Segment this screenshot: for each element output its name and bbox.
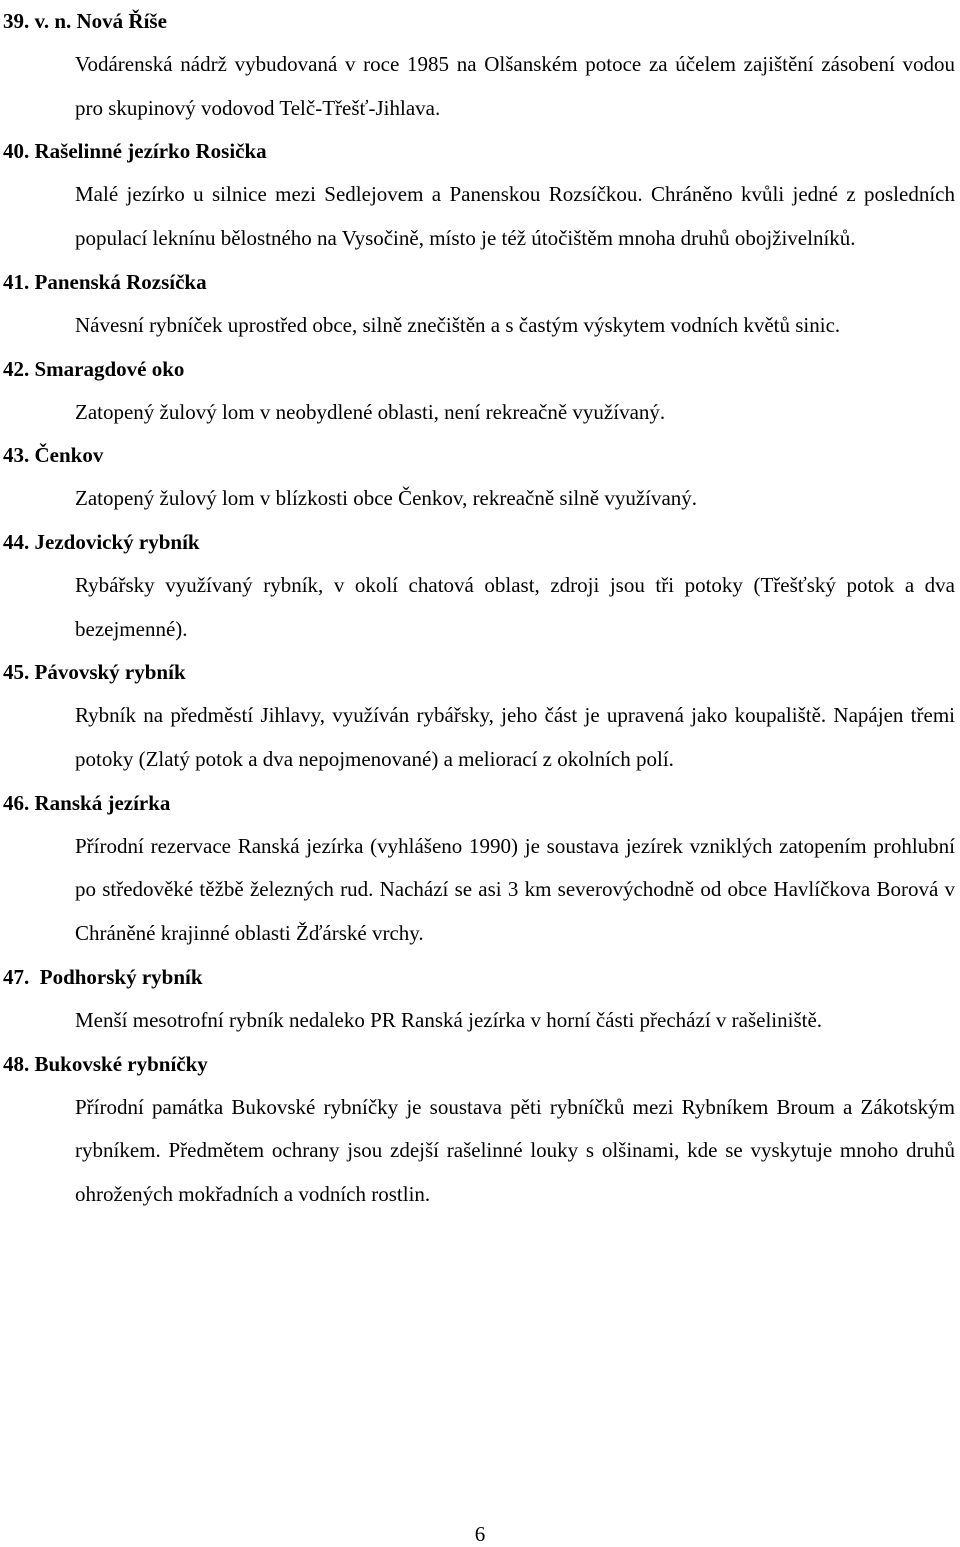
entry-41 bbox=[3, 261, 955, 348]
entry-number: 48. bbox=[3, 1051, 30, 1076]
entry-title bbox=[3, 130, 955, 173]
entry-description: Rybářsky využívaný rybník, v okolí chatová oblast, zdroji jsou tři potoky (Třešťský potok a dva bezejmenné). bbox=[75, 572, 955, 641]
entry-number: 41. bbox=[3, 269, 30, 294]
entry-number: 45. bbox=[3, 660, 30, 685]
entry-list bbox=[3, 0, 955, 1217]
entry-name: Smaragdové oko bbox=[34, 356, 185, 381]
entry-name: Podhorský rybník bbox=[34, 964, 203, 989]
entry-description: Zatopený žulový lom v blízkosti obce Čenkov, rekreačně silně využívaný. bbox=[75, 486, 698, 511]
entry-description: Rybník na předměstí Jihlavy, využíván rybářsky, jeho část je upravená jako koupaliště. Napájen třemi potoky (Zlatý potok a dva nepojmenované) a meliorací z okolních polí. bbox=[75, 703, 955, 772]
entry-39 bbox=[3, 0, 955, 130]
entry-name: Panenská Rozsíčka bbox=[34, 269, 207, 294]
entry-44 bbox=[3, 521, 955, 651]
entry-title bbox=[3, 782, 955, 825]
entry-number: 46. bbox=[3, 790, 30, 815]
entry-number: 39. bbox=[3, 9, 30, 33]
entry-description: Zatopený žulový lom v neobydlené oblasti, není rekreačně využívaný. bbox=[75, 399, 666, 424]
entry-name: Bukovské rybníčky bbox=[34, 1051, 208, 1076]
entry-name: Ranská jezírka bbox=[34, 790, 171, 815]
entry-description: Vodárenská nádrž vybudovaná v roce 1985 na Olšanském potoce za účelem zajištění zásobení vodou pro skupinový vodovod Telč-Třešť-Jihlava. bbox=[75, 52, 955, 120]
entry-title bbox=[3, 261, 955, 304]
entry-47 bbox=[3, 956, 955, 1043]
entry-number: 43. bbox=[3, 443, 30, 468]
entry-42 bbox=[3, 348, 955, 435]
page-number: 6 bbox=[474, 1522, 486, 1546]
entry-46 bbox=[3, 782, 955, 956]
entry-number: 42. bbox=[3, 356, 30, 381]
entry-title bbox=[3, 651, 955, 694]
entry-43 bbox=[3, 434, 955, 521]
entry-description: Menší mesotrofní rybník nedaleko PR Ranská jezírka v horní části přechází v rašeliniště. bbox=[75, 1007, 823, 1032]
entry-number: 47. bbox=[3, 964, 30, 989]
entry-description: Přírodní památka Bukovské rybníčky je soustava pěti rybníčků mezi Rybníkem Broum a Zákotským rybníkem. Předmětem ochrany jsou zdejší rašelinné louky s olšinami, kde se vyskytuje mnoho druhů ohrožených mokřadních a vodních rostlin. bbox=[75, 1094, 955, 1206]
entry-number: 40. bbox=[3, 139, 30, 164]
entry-description: Návesní rybníček uprostřed obce, silně znečištěn a s častým výskytem vodních květů sinic. bbox=[75, 312, 841, 337]
entry-48 bbox=[3, 1043, 955, 1217]
entry-title bbox=[3, 0, 955, 43]
entry-45 bbox=[3, 651, 955, 781]
entry-title bbox=[3, 521, 955, 564]
entry-name: Rašelinné jezírko Rosička bbox=[34, 139, 267, 164]
entry-description: Přírodní rezervace Ranská jezírka (vyhlášeno 1990) je soustava jezírek vzniklých zatopením prohlubní po středověké těžbě železných rud. Nachází se asi 3 km severovýchodně od obce Havlíčkova Borová v Chráněné krajinné oblasti Žďárské vrchy. bbox=[75, 833, 955, 946]
entry-name: Čenkov bbox=[34, 443, 104, 468]
entry-number: 44. bbox=[3, 529, 30, 554]
entry-name: Pávovský rybník bbox=[34, 660, 186, 685]
entry-description: Malé jezírko u silnice mezi Sedlejovem a Panenskou Rozsíčkou. Chráněno kvůli jedné z posledních populací leknínu bělostného na Vysočině, místo je též útočištěm mnoha druhů obojživelníků. bbox=[75, 182, 955, 251]
entry-title bbox=[3, 956, 955, 999]
entry-title bbox=[3, 1043, 955, 1086]
entry-title bbox=[3, 348, 955, 391]
entry-40 bbox=[3, 130, 955, 260]
entry-name: v. n. Nová Říše bbox=[34, 9, 167, 33]
entry-title bbox=[3, 434, 955, 477]
entry-name: Jezdovický rybník bbox=[34, 529, 200, 554]
